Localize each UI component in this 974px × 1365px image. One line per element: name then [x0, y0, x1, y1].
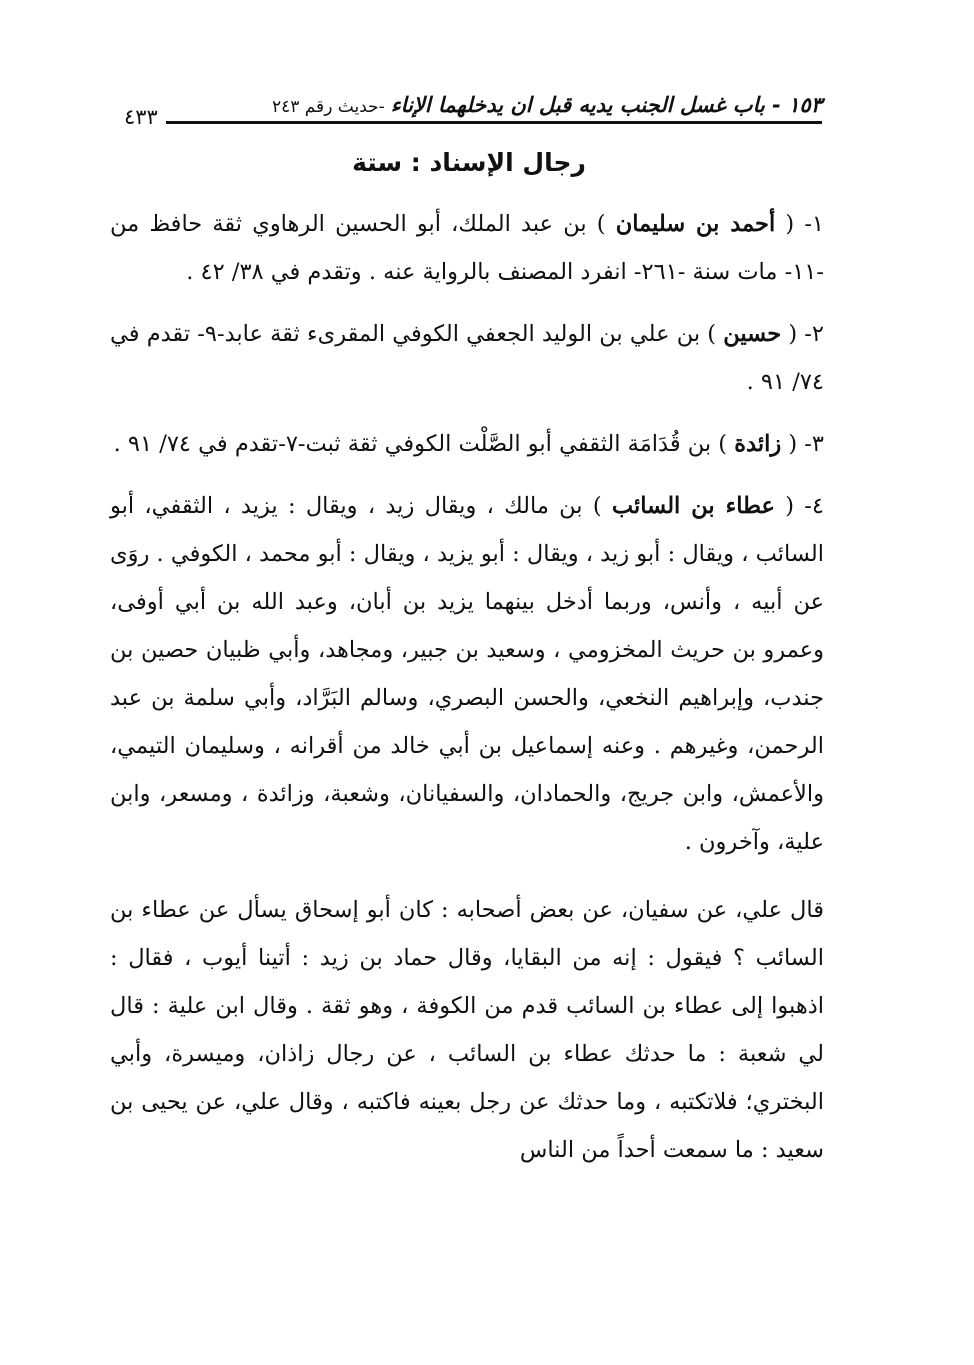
- entry-text: ) بن مالك ، ويقال زيد ، ويقال : يزيد ، الثقفي، أبو السائب ، ويقال : أبو زيد ، ويقال : أبو يزيد ، ويقال : أبو محمد ، الكوفي . روَى عن أبيه ، وأنس، وربما أدخل بينهما يزيد بن أبان، وعبد الله بن أبي أوفى، وعمرو بن حريث المخزومي ، وسعيد بن جبير، ومجاهد، وأبي ظبيان حصين بن جندب، وإبراهيم النخعي، والحسن البصري، وسالم البَرَّاد، وأبي سلمة بن عبد الرحمن، وغيرهم . وعنه إسماعيل بن أبي خالد من أقرانه ، وسليمان التيمي، والأعمش، وابن جريج، والحمادان، والسفيانان، وشعبة، وزائدة ، ومسعر، وابن علية، وآخرون .: [110, 493, 824, 855]
- entry-number: ١- (: [785, 211, 825, 237]
- page-body: [110, 200, 824, 1188]
- hadith-number: -حديث رقم ٢٤٣: [271, 97, 385, 117]
- narrator-entry-1: [110, 200, 824, 296]
- closing-paragraph: قال علي، عن سفيان، عن بعض أصحابه : كان أبو إسحاق يسأل عن عطاء بن السائب ؟ فيقول : إنه من البقايا، وقال حماد بن زيد : أتينا أيوب ، فقال : اذهبوا إلى عطاء بن السائب قدم من الكوفة ، وهو ثقة . وقال ابن علية : قال لي شعبة : ما حدثك عطاء بن السائب ، عن رجال زاذان، وميسرة، وأبي البختري؛ فلاتكتبه ، وما حدثك عن رجل بعينه فاكتبه ، وقال علي، عن يحيى بن سعيد : ما سمعت أحداً من الناس: [110, 897, 824, 1163]
- entry-text: ) بن قُدَامَة الثقفي أبو الصَّلْت الكوفي ثقة ثبت-٧-تقدم في ٧٤/ ٩١ .: [113, 431, 728, 457]
- entry-text: ) بن عبد الملك، أبو الحسين الرهاوي ثقة حافظ من -١١- مات سنة -٢٦١- انفرد المصنف بالرواية عنه . وتقدم في ٣٨/ ٤٢ .: [110, 211, 824, 285]
- section-title: رجال الإسناد : ستة: [352, 148, 586, 177]
- entry-number: ٢- (: [788, 321, 824, 347]
- entry-number: ٣- (: [788, 431, 824, 457]
- narrator-name: أحمد بن سليمان: [615, 211, 776, 237]
- narrator-name: حسين: [723, 321, 782, 347]
- entry-text: ) بن علي بن الوليد الجعفي الكوفي المقرىء ثقة عابد-٩- تقدم في ٧٤/ ٩١ .: [110, 321, 824, 395]
- narrator-entry-3: [110, 420, 824, 468]
- narrator-entry-4: [110, 482, 824, 866]
- narrator-name: زائدة: [734, 431, 782, 457]
- narrator-entry-2: [110, 310, 824, 406]
- page-number: ٤٣٣: [116, 105, 166, 129]
- chapter-title: ١٥٣ - باب غسل الجنب يديه قبل ان يدخلهما الإناء: [390, 93, 822, 117]
- header-titles: [272, 93, 822, 117]
- running-header: [116, 80, 822, 129]
- narrator-name: عطاء بن السائب: [611, 493, 775, 519]
- entry-number: ٤- (: [785, 493, 824, 519]
